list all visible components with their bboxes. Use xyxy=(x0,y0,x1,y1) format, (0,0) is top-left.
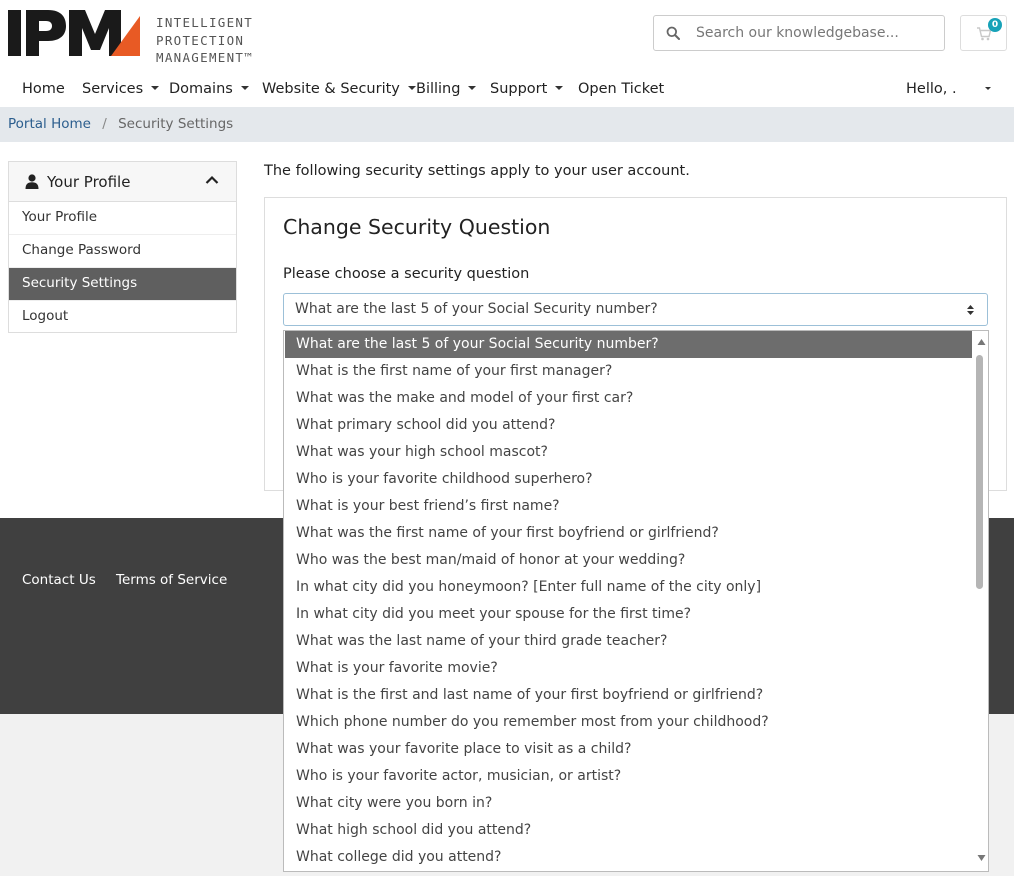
sidebar-title: Your Profile xyxy=(47,173,131,191)
selected-question-value: What are the last 5 of your Social Security number? xyxy=(295,301,658,317)
select-option-selected[interactable]: What are the last 5 of your Social Security number? xyxy=(285,331,972,358)
chevron-up-icon[interactable] xyxy=(205,175,219,185)
logo-tagline xyxy=(156,14,253,67)
select-option[interactable]: Which phone number do you remember most from your childhood? xyxy=(296,714,769,730)
select-option[interactable]: What is your best friend’s first name? xyxy=(296,498,560,514)
logo-mark-icon xyxy=(8,8,143,60)
security-question-options-list[interactable] xyxy=(283,330,989,872)
caret-down-icon xyxy=(241,86,249,90)
breadcrumb xyxy=(0,107,1014,142)
nav-label: Home xyxy=(22,81,65,97)
select-option[interactable]: Who is your favorite actor, musician, or artist? xyxy=(296,768,622,784)
select-option[interactable]: What city were you born in? xyxy=(296,795,493,811)
nav-support[interactable] xyxy=(490,81,563,97)
cart-button[interactable] xyxy=(960,15,1007,51)
caret-down-icon xyxy=(468,86,476,90)
card-title: Change Security Question xyxy=(283,215,551,239)
select-option[interactable]: What is the first name of your first manager? xyxy=(296,363,613,379)
search-input[interactable] xyxy=(696,16,936,50)
select-option[interactable]: What was the make and model of your first car? xyxy=(296,390,634,406)
select-option[interactable]: Who was the best man/maid of honor at your wedding? xyxy=(296,552,686,568)
select-option[interactable]: Who is your favorite childhood superhero? xyxy=(296,471,593,487)
caret-down-icon xyxy=(408,86,416,90)
select-arrows-icon xyxy=(966,304,975,316)
select-option[interactable]: What high school did you attend? xyxy=(296,822,532,838)
breadcrumb-home-link[interactable]: Portal Home xyxy=(8,116,91,132)
sidebar-item-security-settings[interactable]: Security Settings xyxy=(9,268,236,301)
caret-down-icon xyxy=(151,86,159,90)
options-scrollbar[interactable] xyxy=(974,331,989,871)
select-option[interactable]: What was your favorite place to visit as a child? xyxy=(296,741,632,757)
scrollbar-thumb[interactable] xyxy=(976,355,983,589)
nav-label: Support xyxy=(490,81,548,97)
select-option[interactable]: In what city did you meet your spouse for the first time? xyxy=(296,606,692,622)
nav-open-ticket[interactable] xyxy=(578,81,664,97)
logo-tagline-line: MANAGEMENT™ xyxy=(156,50,254,65)
sidebar-item-change-password[interactable]: Change Password xyxy=(9,235,236,268)
site-header xyxy=(0,0,1014,107)
security-question-label: Please choose a security question xyxy=(283,266,530,282)
select-option[interactable]: In what city did you honeymoon? [Enter full name of the city only] xyxy=(296,579,762,595)
select-option[interactable]: What is your favorite movie? xyxy=(296,660,498,676)
security-intro-text: The following security settings apply to your user account. xyxy=(264,163,690,179)
select-option[interactable]: What is the first and last name of your first boyfriend or girlfriend? xyxy=(296,687,764,703)
footer-terms-link[interactable]: Terms of Service xyxy=(116,572,228,588)
select-option[interactable]: What primary school did you attend? xyxy=(296,417,556,433)
scroll-down-arrow-icon[interactable] xyxy=(977,854,986,862)
security-question-select[interactable] xyxy=(283,293,988,326)
nav-domains[interactable] xyxy=(169,81,249,97)
cart-count-badge: 0 xyxy=(988,18,1002,32)
profile-sidebar xyxy=(8,161,237,333)
select-option[interactable]: What college did you attend? xyxy=(296,849,502,865)
nav-label: Website & Security xyxy=(262,81,400,97)
logo-tagline-line: PROTECTION xyxy=(156,32,245,48)
nav-account-menu[interactable] xyxy=(906,81,991,97)
nav-billing[interactable] xyxy=(416,81,476,97)
footer-contact-us-link[interactable]: Contact Us xyxy=(22,572,96,588)
sidebar-item-your-profile[interactable]: Your Profile xyxy=(9,202,236,235)
breadcrumb-separator: / xyxy=(102,116,107,132)
select-option[interactable]: What was your high school mascot? xyxy=(296,444,548,460)
nav-label: Billing xyxy=(416,81,461,97)
select-option[interactable]: What was the first name of your first boyfriend or girlfriend? xyxy=(296,525,719,541)
sidebar-header[interactable] xyxy=(9,162,236,202)
user-icon xyxy=(25,174,39,189)
logo-tagline-line: INTELLIGENT xyxy=(156,15,254,30)
sidebar-item-logout[interactable]: Logout xyxy=(22,308,69,324)
breadcrumb-current: Security Settings xyxy=(118,116,234,132)
nav-label: Domains xyxy=(169,81,233,97)
scroll-up-arrow-icon[interactable] xyxy=(977,338,986,346)
search-icon xyxy=(666,26,680,40)
account-greeting: Hello, . xyxy=(906,81,957,97)
ipm-logo[interactable] xyxy=(8,8,254,65)
select-option[interactable]: What was the last name of your third grade teacher? xyxy=(296,633,668,649)
nav-services[interactable] xyxy=(82,81,159,97)
nav-label: Services xyxy=(82,81,144,97)
caret-down-icon xyxy=(985,87,991,90)
knowledgebase-search[interactable] xyxy=(653,15,945,51)
nav-home[interactable] xyxy=(22,81,65,97)
nav-label: Open Ticket xyxy=(578,81,665,97)
caret-down-icon xyxy=(555,86,563,90)
main-navigation xyxy=(0,73,1014,107)
nav-website-security[interactable] xyxy=(262,81,416,97)
